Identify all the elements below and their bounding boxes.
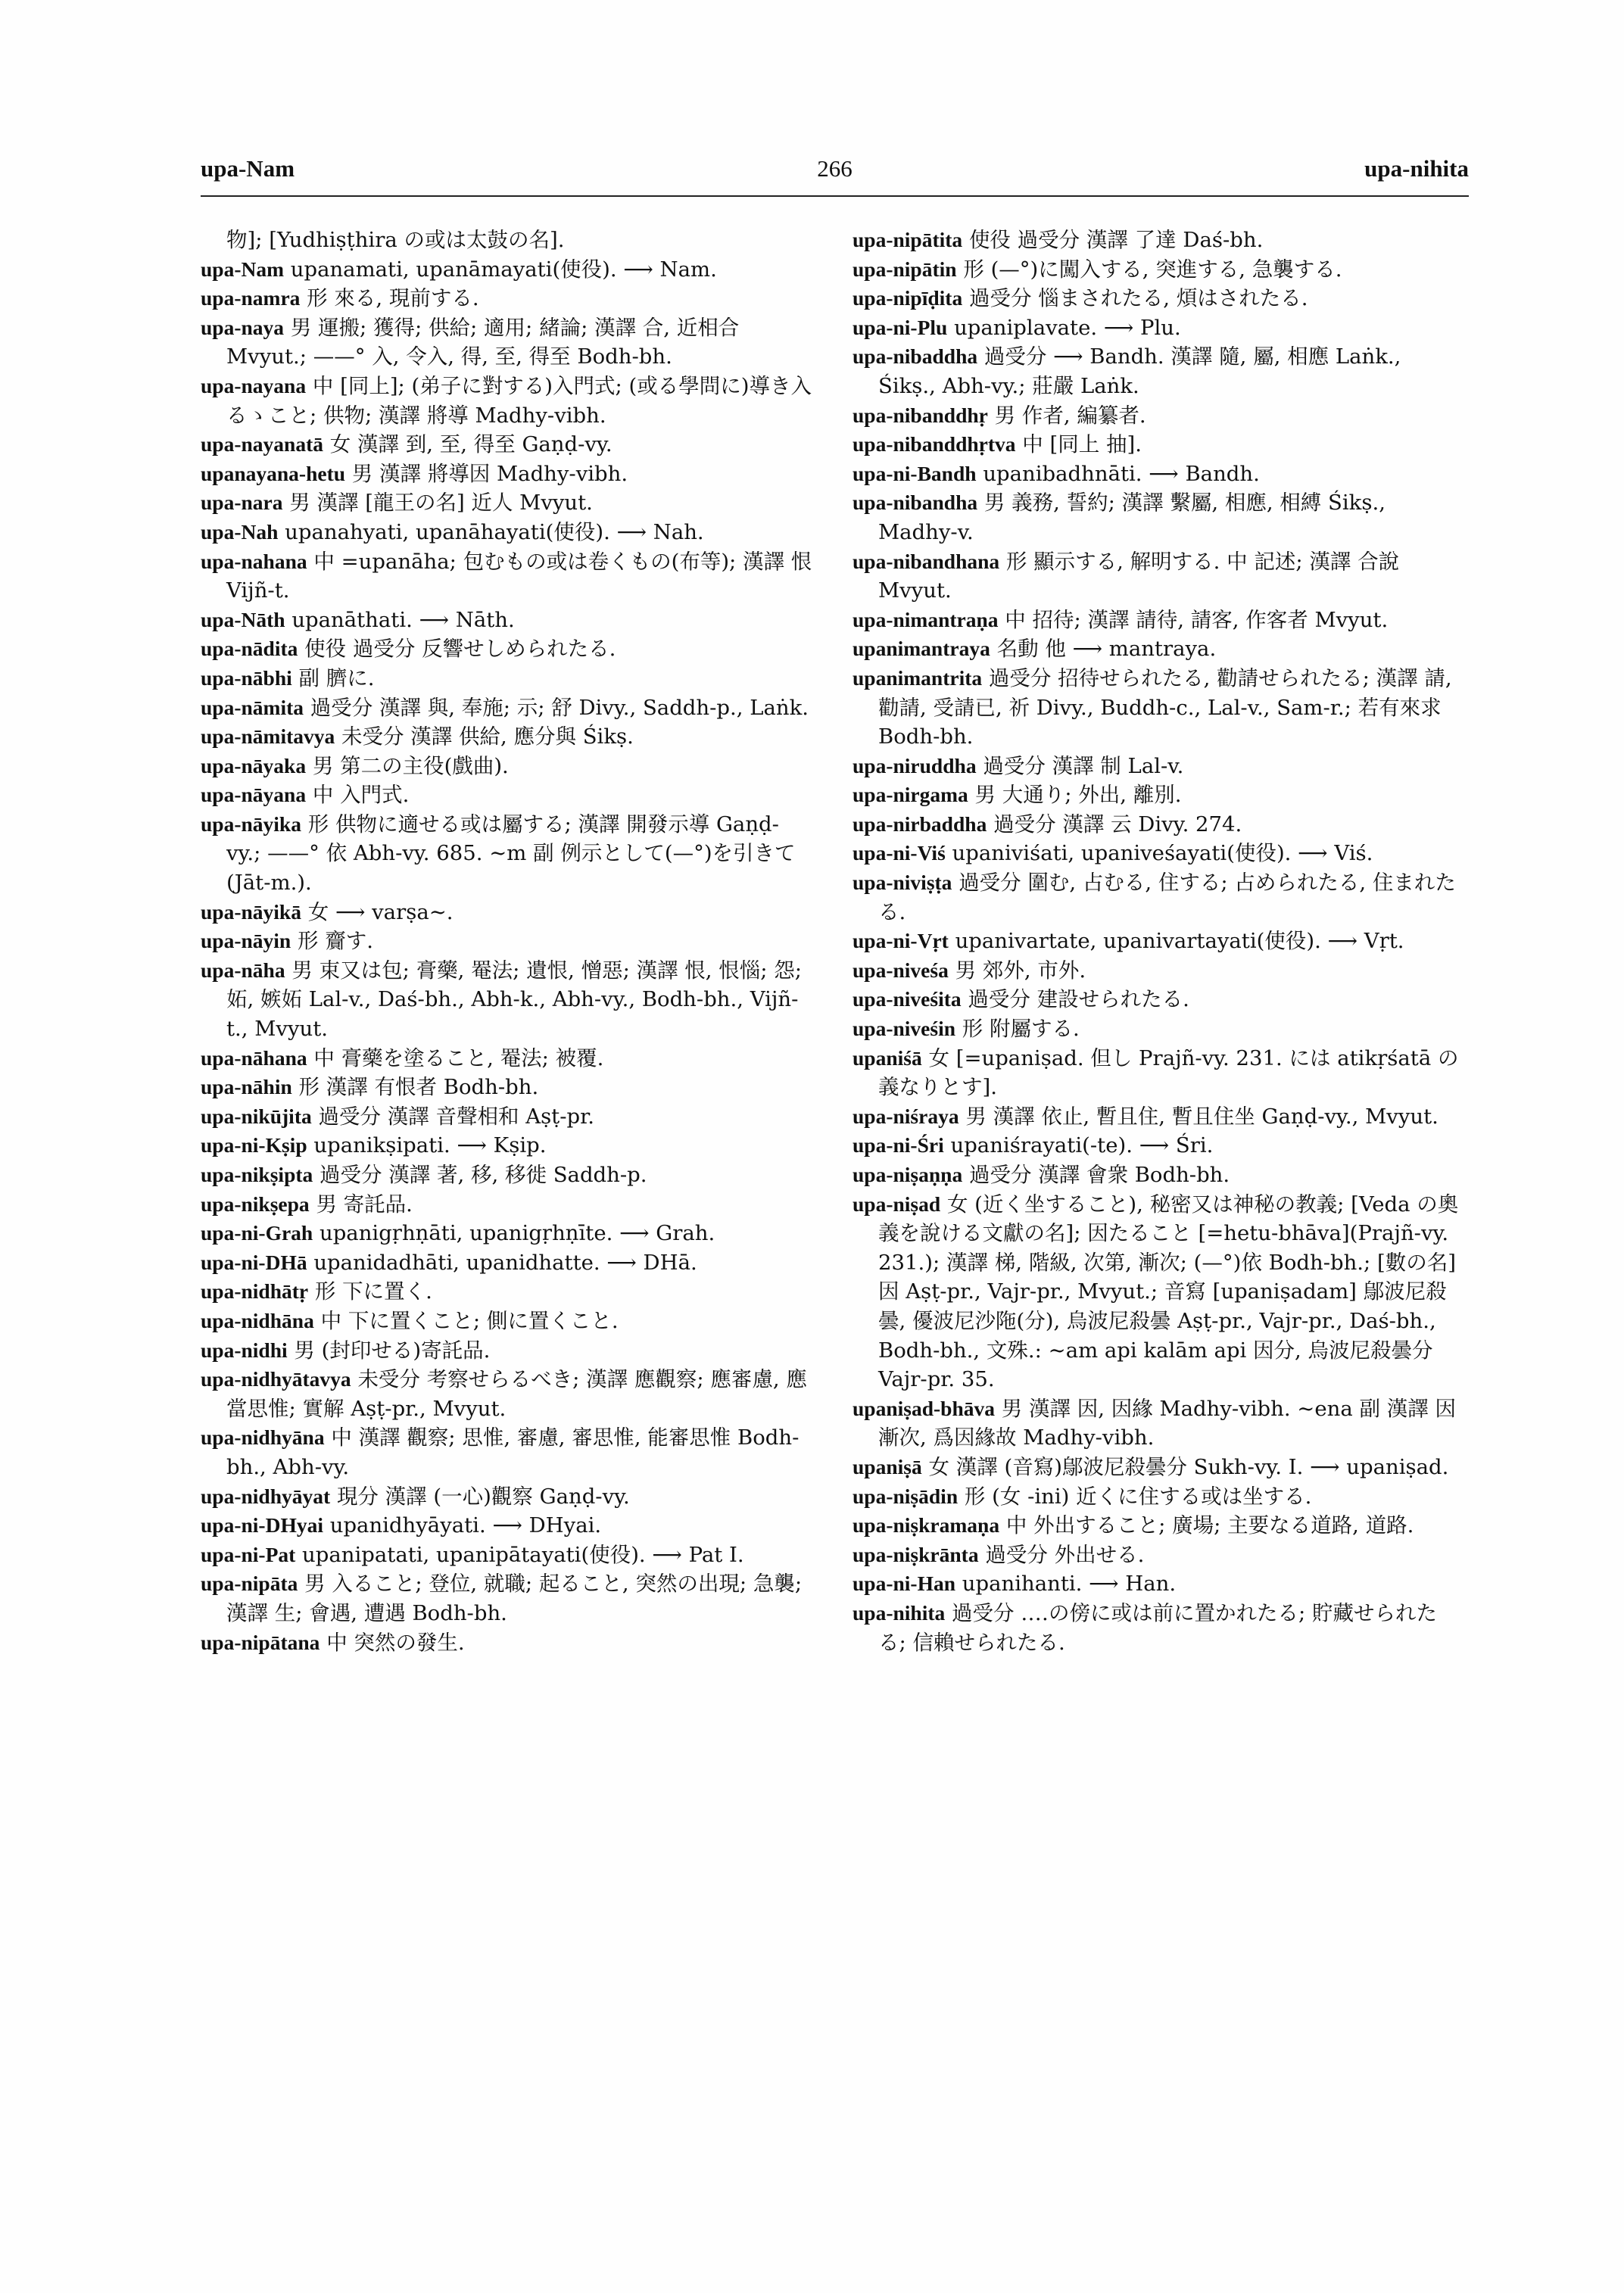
page-number: 266 — [817, 155, 853, 182]
entry-headword: upa-niveśa — [853, 958, 949, 982]
dictionary-entry — [201, 1131, 812, 1161]
entry-headword: upa-nipātita — [853, 228, 963, 251]
entry-definition: 形 供物に適せる或は屬する; 漢譯 開發示導 Gaṇḍ-vy.; ——° 依 Abh-vy. 685. ∼m 副 例示として(—°)を引きて(Jāt-m.). — [226, 812, 796, 896]
entry-definition: 男 入ること; 登位, 就職; 起ること, 突然の出現; 急襲; 漢譯 生; 會遇, 遭遇 Bodh-bh. — [226, 1572, 803, 1625]
dictionary-entry — [853, 284, 1464, 313]
entry-definition: 過受分 建設せられたる. — [968, 987, 1189, 1012]
dictionary-entry — [853, 255, 1464, 285]
entry-headword: upanimantrita — [853, 665, 983, 690]
right-column — [853, 226, 1464, 1657]
entry-definition: 過受分 ‥‥の傍に或は前に置かれたる; 貯藏せられたる; 信賴せられたる. — [878, 1600, 1437, 1655]
entry-headword: upaniśā — [853, 1045, 922, 1070]
entry-headword: upa-nidhyāna — [201, 1425, 325, 1450]
entry-headword: upa-niṣkramaṇa — [853, 1513, 1000, 1537]
entry-headword: upa-niśraya — [853, 1104, 959, 1128]
entry-definition: 物]; [Yudhiṣṭhira の或は太鼓の名]. — [226, 228, 565, 252]
dictionary-entry — [201, 1365, 812, 1423]
entry-definition: 男 郊外, 市外. — [955, 958, 1086, 983]
dictionary-entry — [201, 752, 812, 781]
entry-headword: upa-ni-Plu — [853, 315, 948, 339]
entry-headword: upa-nihita — [853, 1600, 946, 1625]
entry-headword: upa-Nāth — [201, 607, 285, 631]
entry-headword: upa-niṣaṇṇa — [853, 1163, 963, 1186]
entry-headword: upa-ni-Kṣip — [201, 1133, 307, 1157]
entry-definition: 名動 他 ⟶ mantraya. — [996, 637, 1217, 662]
entry-headword: upa-nibaddha — [853, 344, 978, 369]
entry-definition: 形 (女 -ini) 近くに住する或は坐する. — [964, 1484, 1312, 1509]
dictionary-entry — [853, 634, 1464, 664]
dictionary-entry — [201, 693, 812, 723]
dictionary-entry — [201, 1161, 812, 1190]
entry-headword: upa-nāyaka — [201, 753, 307, 777]
left-running-headword: upa-Nam — [201, 155, 295, 182]
entry-definition: 形 下に置く. — [314, 1279, 432, 1304]
dictionary-entry — [853, 839, 1464, 868]
dictionary-entry — [853, 752, 1464, 781]
entry-headword: upa-nipāta — [201, 1572, 298, 1596]
entry-headword: upaniṣad-bhāva — [853, 1396, 996, 1420]
entry-headword: upa-nipātin — [853, 257, 957, 281]
entry-definition: 男 漢譯 將導因 Madhy-vibh. — [351, 461, 628, 486]
entry-headword: upa-nidhi — [201, 1338, 288, 1362]
entry-definition: upanibadhnāti. ⟶ Bandh. — [983, 461, 1260, 486]
dictionary-entry — [853, 1394, 1464, 1453]
entry-definition: upanigṛhṇāti, upanigṛhṇīte. ⟶ Grah. — [319, 1221, 715, 1246]
dictionary-entry — [201, 226, 812, 255]
dictionary-entry — [201, 780, 812, 810]
entry-definition: upaniśrayati(-te). ⟶ Śri. — [950, 1133, 1214, 1158]
entry-headword: upa-nikūjita — [201, 1104, 312, 1128]
entry-headword: upa-nāhana — [201, 1045, 307, 1070]
entry-definition: 副 臍に. — [298, 665, 375, 690]
dictionary-entry — [853, 1541, 1464, 1570]
dictionary-entry — [853, 1511, 1464, 1541]
entry-headword: upa-ni-Han — [853, 1572, 956, 1596]
dictionary-entry — [853, 1102, 1464, 1132]
entry-headword: upa-ni-Śri — [853, 1133, 944, 1157]
entry-headword: upa-ni-Viś — [853, 841, 946, 865]
entry-headword: upa-nāha — [201, 958, 285, 982]
entry-definition: upanamati, upanāmayati(使役). ⟶ Nam. — [290, 257, 717, 282]
entry-headword: upa-nara — [201, 491, 283, 515]
dictionary-entry — [853, 1599, 1464, 1657]
entry-definition: 現分 漢譯 (一心)觀察 Gaṇḍ-vy. — [336, 1484, 630, 1509]
entry-headword: upa-niṣādin — [853, 1484, 959, 1508]
entry-definition: upaniviśati, upaniveśayati(使役). ⟶ Viś. — [952, 841, 1373, 866]
entry-definition: 過受分 漢譯 云 Divy. 274. — [993, 812, 1242, 837]
entry-definition: 男 大通り; 外出, 離別. — [974, 783, 1182, 808]
entry-definition: 中 [同上 抽]. — [1022, 432, 1142, 457]
dictionary-entry — [201, 1073, 812, 1102]
entry-definition: 男 第二の主役(戲曲). — [312, 753, 509, 778]
dictionary-entry — [201, 1628, 812, 1658]
entry-definition: upaniplavate. ⟶ Plu. — [954, 315, 1181, 340]
entry-definition: 形 附屬する. — [962, 1017, 1080, 1042]
entry-headword: upa-nidhāna — [201, 1308, 314, 1332]
entry-headword: upa-nayanatā — [201, 432, 323, 456]
entry-definition: 中 突然の發生. — [326, 1630, 465, 1655]
entry-definition: 男 作者, 編纂者. — [994, 403, 1146, 428]
entry-headword: upa-Nam — [201, 257, 285, 281]
entry-headword: upa-nibandhana — [853, 549, 1000, 573]
entry-definition: 未受分 考察せらるべき; 漢譯 應觀察; 應審慮, 應當思惟; 實解 Aṣṭ-pr., Mvyut. — [226, 1367, 807, 1421]
right-running-headword: upa-nihita — [1364, 155, 1469, 182]
entry-definition: 中 外出すること; 廣場; 主要なる道路, 道路. — [1005, 1513, 1414, 1538]
page-header — [201, 155, 1469, 201]
entry-definition: 女 漢譯 到, 至, 得至 Gaṇḍ-vy. — [329, 432, 613, 457]
entry-headword: upa-niṣkrānta — [853, 1542, 979, 1566]
entry-definition: 過受分 圍む, 占むる, 住する; 占められたる, 住まれたる. — [878, 871, 1456, 924]
dictionary-entry — [201, 1482, 812, 1512]
entry-definition: 男 義務, 誓約; 漢譯 繫屬, 相應, 相縛 Śikṣ., Madhy-v. — [878, 491, 1386, 544]
entry-headword: upa-nāhin — [201, 1075, 292, 1099]
entry-headword: upa-nimantraṇa — [853, 607, 999, 631]
entry-headword: upa-niṣad — [853, 1192, 941, 1216]
entry-definition: 使役 過受分 漢譯 了達 Daś-bh. — [968, 228, 1264, 252]
dictionary-entry — [201, 488, 812, 518]
dictionary-entry — [201, 1541, 812, 1570]
entry-definition: 過受分 惱まされたる, 煩はされたる. — [968, 286, 1308, 311]
entry-headword: upa-nāyin — [201, 929, 291, 953]
entry-definition: upanipatati, upanipātayati(使役). ⟶ Pat I. — [302, 1542, 744, 1567]
entry-headword: upa-nirbaddha — [853, 812, 987, 836]
entry-definition: 中 膏藥を塗ること, 罨法; 被覆. — [313, 1045, 604, 1070]
entry-definition: 過受分 漢譯 與, 奉施; 示; 舒 Divy., Saddh-p., Laṅk. — [310, 695, 809, 720]
entry-definition: 中 =upanāha; 包むもの或は卷くもの(布等); 漢譯 恨 Vijñ-t. — [226, 549, 812, 603]
header-rule — [201, 195, 1469, 197]
dictionary-entry — [201, 1511, 812, 1541]
dictionary-entry — [201, 898, 812, 927]
entry-definition: 男 運搬; 獲得; 供給; 適用; 緒論; 漢譯 合, 近相合 Mvyut.; ——° 入, 令入, 得, 至, 得至 Bodh-bh. — [226, 315, 740, 369]
entry-headword: upa-nikṣipta — [201, 1163, 313, 1186]
entry-definition: 形 齎す. — [297, 929, 373, 954]
dictionary-entry — [853, 488, 1464, 547]
entry-definition: 女 ⟶ varṣa∼. — [307, 899, 454, 924]
entry-definition: 形 來る, 現前する. — [307, 286, 479, 311]
entry-definition: 形 顯示する, 解明する. 中 記述; 漢譯 合說 Mvyut. — [878, 549, 1400, 603]
entry-headword: upa-nipātana — [201, 1630, 320, 1654]
entry-headword: upa-nibanddhṛ — [853, 403, 988, 427]
dictionary-entry — [853, 1190, 1464, 1394]
left-column — [201, 226, 812, 1657]
dictionary-entry — [201, 1277, 812, 1307]
entry-definition: 過受分 漢譯 制 Lal-v. — [983, 753, 1184, 778]
entry-headword: upa-nāyana — [201, 783, 307, 807]
entry-definition: 過受分 漢譯 音聲相和 Aṣṭ-pr. — [318, 1104, 594, 1129]
entry-headword: upa-niveśita — [853, 987, 962, 1011]
entry-headword: upa-nāmitavya — [201, 724, 335, 749]
dictionary-entry — [201, 1423, 812, 1481]
entry-headword: upa-nayana — [201, 373, 307, 397]
entry-headword: upa-naya — [201, 315, 285, 339]
dictionary-entry — [853, 342, 1464, 400]
dictionary-entry — [853, 956, 1464, 986]
dictionary-entry — [853, 1482, 1464, 1512]
dictionary-entry — [853, 401, 1464, 431]
entry-headword: upa-ni-Pat — [201, 1542, 296, 1566]
dictionary-entry — [201, 255, 812, 285]
entry-definition: 中 漢譯 觀察; 思惟, 審慮, 審思惟, 能審思惟 Bodh-bh., Abh-vy. — [226, 1425, 800, 1479]
entry-headword: upaniṣā — [853, 1454, 922, 1478]
entry-headword: upa-Nah — [201, 519, 279, 544]
entry-headword: upa-namra — [201, 286, 301, 310]
dictionary-entry — [853, 226, 1464, 255]
entry-headword: upa-nāyikā — [201, 899, 301, 924]
entry-definition: upanivartate, upanivartayati(使役). ⟶ Vṛt. — [955, 929, 1404, 954]
dictionary-entry — [201, 1336, 812, 1366]
entry-headword: upa-niveśin — [853, 1017, 956, 1041]
entry-headword: upa-nibanddhṛtva — [853, 432, 1016, 456]
dictionary-entry — [201, 284, 812, 313]
entry-definition: upanidhyāyati. ⟶ DHyai. — [329, 1513, 602, 1538]
entry-headword: upanayana-hetu — [201, 461, 346, 485]
entry-definition: 使役 過受分 反響せしめられたる. — [304, 637, 616, 662]
entry-definition: 過受分 外出せる. — [985, 1542, 1145, 1567]
dictionary-entry — [853, 460, 1464, 489]
entry-headword: upa-ni-DHyai — [201, 1513, 323, 1537]
entry-headword: upa-nādita — [201, 637, 298, 661]
dictionary-entry — [201, 430, 812, 460]
entry-headword: upa-ni-DHā — [201, 1250, 307, 1274]
dictionary-entry — [853, 1014, 1464, 1044]
dictionary-entry — [201, 372, 812, 430]
dictionary-entry — [201, 664, 812, 693]
entry-headword: upa-nikṣepa — [201, 1192, 310, 1216]
dictionary-entry — [201, 1307, 812, 1336]
entry-definition: 過受分 招待せられたる, 勸請せられたる; 漢譯 請, 勸請, 受請已, 祈 Divy., Buddh-c., Lal-v., Sam-r.; 若有來求 Bodh-bh. — [878, 665, 1452, 749]
entry-definition: 女 (近く坐すること), 秘密又は神秘の教義; [Veda の奧義を說ける文獻の名]; 因たること [=hetu-bhāva](Prajñ-vy. 231.); 漢譯 梯, 階級, 次第, 漸次; (—°)依 Bodh-bh.; [數の名] 因 Aṣṭ-pr., Vajr-pr., Mvyut.; 音寫 [upaniṣadam] 鄔波尼殺曇, 優波尼沙陁(分), 烏波尼殺曇 Aṣṭ-pr., Vajr-pr., Daś-bh., Bodh-bh., 文殊.: ∼am api kalām api 因分, 烏波尼殺曇分 Vajr-pr. 35. — [878, 1192, 1459, 1392]
entry-headword: upa-nābhi — [201, 665, 292, 690]
entry-headword: upa-ni-Vṛt — [853, 929, 949, 953]
dictionary-entry — [201, 927, 812, 956]
dictionary-entry — [201, 547, 812, 606]
dictionary-entry — [201, 810, 812, 898]
dictionary-entry — [853, 313, 1464, 343]
entry-definition: 男 (封印せる)寄託品. — [294, 1338, 491, 1363]
dictionary-entry — [201, 460, 812, 489]
dictionary-entry — [853, 1044, 1464, 1102]
entry-headword: upa-nidhātṛ — [201, 1279, 309, 1304]
entry-definition: 形 (—°)に闖入する, 突進する, 急襲する. — [963, 257, 1342, 282]
dictionary-entry — [201, 313, 812, 372]
entry-headword: upa-nipīḍita — [853, 286, 963, 310]
entry-definition: 過受分 漢譯 著, 移, 移徙 Saddh-p. — [320, 1163, 647, 1187]
entry-definition: upanahyati, upanāhayati(使役). ⟶ Nah. — [285, 519, 704, 544]
dictionary-entry — [201, 1219, 812, 1248]
dictionary-entry — [853, 985, 1464, 1014]
entry-definition: 男 寄託品. — [316, 1192, 413, 1217]
dictionary-entry — [853, 927, 1464, 956]
entry-headword: upanimantraya — [853, 637, 990, 661]
entry-headword: upa-nibandha — [853, 491, 978, 515]
dictionary-entry — [201, 1248, 812, 1278]
dictionary-entry — [201, 722, 812, 752]
dictionary-entry — [853, 868, 1464, 927]
dictionary-entry — [853, 664, 1464, 752]
dictionary-entry — [201, 1190, 812, 1220]
dictionary-entry — [201, 606, 812, 635]
entry-headword: upa-nahana — [201, 549, 307, 573]
dictionary-entry — [853, 606, 1464, 635]
entry-definition: upanihanti. ⟶ Han. — [962, 1572, 1177, 1597]
dictionary-entry — [853, 810, 1464, 840]
dictionary-entry — [201, 1044, 812, 1073]
entry-definition: 中 入門式. — [312, 783, 410, 808]
dictionary-entry — [201, 518, 812, 547]
dictionary-entry — [201, 956, 812, 1044]
entry-definition: 男 漢譯 依止, 暫且住, 暫且住坐 Gaṇḍ-vy., Mvyut. — [965, 1104, 1439, 1129]
entry-definition: 形 漢譯 有恨者 Bodh-bh. — [298, 1075, 539, 1100]
entry-headword: upa-ni-Grah — [201, 1221, 313, 1245]
dictionary-entry — [201, 1569, 812, 1628]
entry-headword: upa-niviṣṭa — [853, 871, 952, 895]
dictionary-entry — [853, 1131, 1464, 1161]
entry-definition: 未受分 漢譯 供給, 應分與 Śikṣ. — [341, 724, 634, 749]
entry-definition: 女 [=upaniṣad. 但し Prajñ-vy. 231. には atikṛśatā の義なりとす]. — [878, 1045, 1459, 1100]
entry-definition: 過受分 漢譯 會衆 Bodh-bh. — [968, 1163, 1230, 1187]
dictionary-entry — [853, 547, 1464, 606]
dictionary-entry — [201, 1102, 812, 1132]
entry-definition: upanikṣipati. ⟶ Kṣip. — [313, 1133, 547, 1158]
entry-definition: upanāthati. ⟶ Nāth. — [291, 607, 515, 632]
entry-headword: upa-nāmita — [201, 695, 304, 719]
dictionary-entry — [853, 780, 1464, 810]
entry-headword: upa-nirgama — [853, 783, 968, 807]
entry-headword: upa-nidhyāyat — [201, 1484, 331, 1508]
dictionary-entry — [201, 634, 812, 664]
entry-definition: 中 下に置くこと; 側に置くこと. — [320, 1308, 619, 1333]
entry-definition: 女 漢譯 (音寫)鄔波尼殺曇分 Sukh-vy. I. ⟶ upaniṣad. — [928, 1454, 1449, 1479]
dictionary-entry — [853, 1453, 1464, 1482]
entry-headword: upa-ni-Bandh — [853, 461, 977, 485]
dictionary-entry — [853, 1569, 1464, 1599]
dictionary-entry — [853, 430, 1464, 460]
entry-headword: upa-niruddha — [853, 753, 977, 777]
entry-definition: 男 束又は包; 膏藥, 罨法; 遺恨, 憎惡; 漢譯 恨, 恨惱; 怨; 妬, 嫉妬 Lal-v., Daś-bh., Abh-k., Abh-vy., Bodh-bh., Vijñ-t., Mvyut. — [226, 958, 803, 1042]
entry-headword: upa-nāyika — [201, 812, 301, 836]
entry-definition: 男 漢譯 因, 因緣 Madhy-vibh. ∼ena 副 漢譯 因漸次, 爲因緣故 Madhy-vibh. — [878, 1396, 1456, 1450]
dictionary-entry — [853, 1161, 1464, 1190]
entry-definition: 男 漢譯 [龍王の名] 近人 Mvyut. — [289, 491, 593, 516]
entry-definition: 過受分 ⟶ Bandh. 漢譯 隨, 屬, 相應 Laṅk., Śikṣ., Abh-vy.; 莊嚴 Laṅk. — [878, 344, 1401, 398]
entry-definition: 中 [同上]; (弟子に對する)入門式; (或る學問に)導き入るゝこと; 供物; 漢譯 將導 Madhy-vibh. — [226, 373, 812, 428]
entry-definition: upanidadhāti, upanidhatte. ⟶ DHā. — [313, 1250, 697, 1275]
entry-definition: 中 招待; 漢譯 請待, 請客, 作客者 Mvyut. — [1005, 607, 1389, 632]
entry-headword: upa-nidhyātavya — [201, 1367, 351, 1391]
